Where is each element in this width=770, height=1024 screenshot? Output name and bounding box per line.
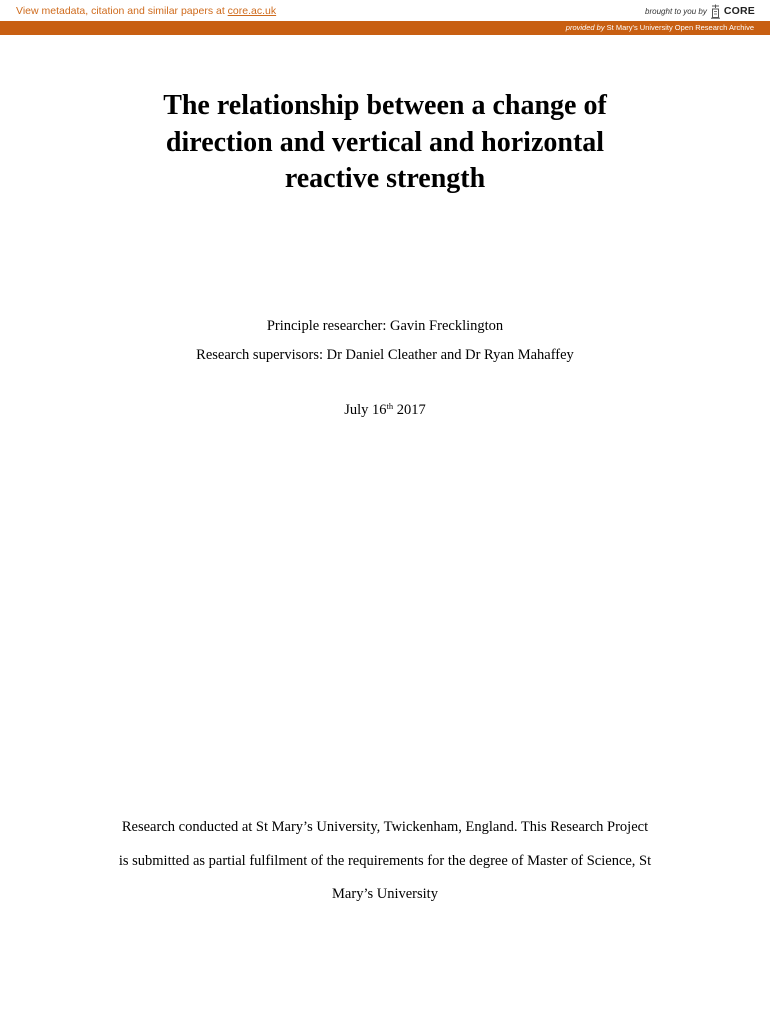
date-month-day: July 16	[344, 402, 387, 418]
metadata-prefix-text: View metadata, citation and similar papers at	[16, 5, 225, 17]
date-ordinal-suffix: th	[386, 401, 394, 411]
date-year: 2017	[396, 402, 426, 418]
title-line: The relationship between a change of	[163, 90, 607, 121]
provided-by-notice[interactable]	[566, 23, 754, 32]
core-provided-by-bar	[0, 21, 770, 35]
core-banner	[0, 0, 770, 21]
core-logo-icon	[710, 4, 721, 19]
submission-date	[60, 401, 710, 419]
submission-statement	[60, 818, 710, 919]
core-ac-uk-link[interactable]: core.ac.uk	[227, 5, 277, 17]
core-wordmark: CORE	[723, 5, 755, 17]
title-line: direction and vertical and horizontal	[165, 126, 605, 158]
title-line: reactive strength	[284, 163, 486, 194]
research-supervisors: Research supervisors: Dr Daniel Cleather and Dr Ryan Mahaffey	[196, 347, 574, 363]
provided-by-label: provided by	[565, 23, 605, 32]
document-title	[100, 88, 670, 198]
core-brand[interactable]	[645, 2, 755, 20]
provided-by-source: St Mary's University Open Research Archive	[606, 23, 754, 32]
statement-line: Research conducted at St Mary’s University, Twickenham, England. This Research Project	[121, 819, 649, 835]
statement-line: is submitted as partial fulfilment of the requirements for the degree of Master of Science, St	[118, 852, 652, 869]
core-metadata-notice	[16, 5, 276, 17]
principal-researcher: Principle researcher: Gavin Frecklington	[266, 318, 504, 334]
statement-line: Mary’s University	[332, 886, 438, 902]
brought-to-you-by-text: brought to you by	[645, 6, 707, 16]
